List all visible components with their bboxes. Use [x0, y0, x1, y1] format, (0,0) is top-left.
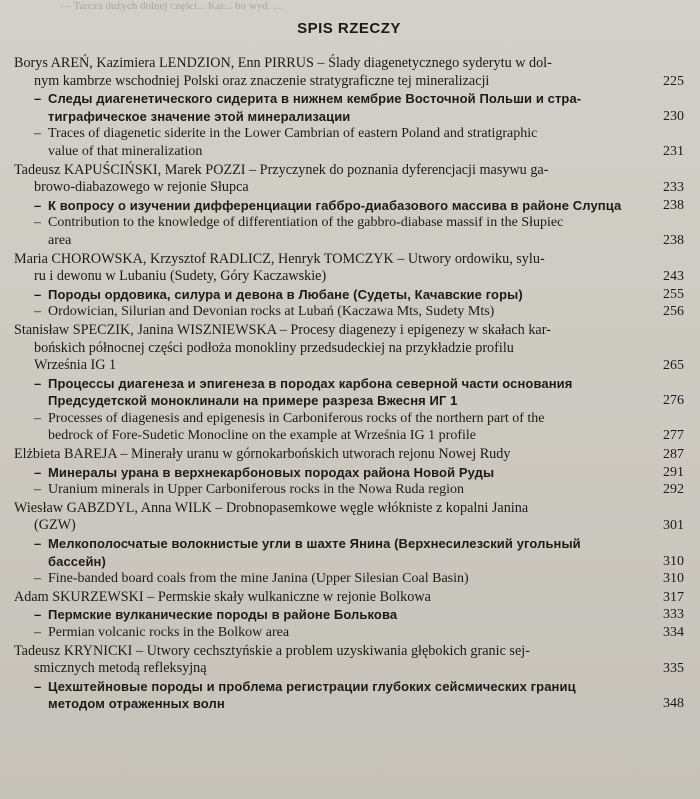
toc-entry: [14, 500, 684, 589]
ru-title-line: [14, 286, 684, 304]
dash-marker: –: [34, 410, 41, 426]
dash-marker: –: [34, 482, 41, 498]
author-title-line: [14, 73, 684, 91]
en-title-line: [14, 427, 684, 445]
en-title-text: Contribution to the knowledge of differentiation of the gabbro-diabase massif in the Słupiec: [48, 215, 564, 231]
dash-marker: –: [34, 375, 42, 391]
toc-entry: [14, 162, 684, 251]
author-title-text: Tadeusz KRYNICKI – Utwory cechsztyńskie a problem uzyskiwania głębokich granic sej-: [14, 642, 530, 659]
en-title-text: area: [48, 232, 72, 248]
author-title-line: [14, 589, 684, 607]
page-number: 265: [663, 358, 684, 374]
author-title-text: nym kambrze wschodniej Polski oraz znaczenie stratygraficzne tej mineralizacji: [34, 72, 490, 89]
dash-marker: –: [34, 91, 42, 107]
page-number: 292: [663, 482, 684, 498]
ru-title-line: [14, 606, 684, 624]
author-title-line: [14, 340, 684, 358]
page-number: 335: [663, 661, 684, 677]
en-title-text: value of that mineralization: [48, 143, 203, 159]
dash-marker: –: [34, 536, 42, 552]
page-number: 348: [663, 696, 684, 712]
dash-marker: –: [34, 678, 42, 694]
author-title-line: [14, 643, 684, 661]
ru-title-text: Следы диагенетического сидерита в нижнем кембрие Восточной Польши и стра-: [48, 91, 582, 107]
ru-title-line: [14, 695, 684, 713]
author-title-line: [14, 500, 684, 518]
en-title-text: Ordowician, Silurian and Devonian rocks at Lubań (Kaczawa Mts, Sudety Mts): [48, 304, 495, 320]
en-title-text: Fine-banded board coals from the mine Janina (Upper Silesian Coal Basin): [48, 571, 469, 587]
author-title-text: Wiesław GABZDYL, Anna WILK – Drobnopasemkowe węgle włókniste z kopalni Janina: [14, 499, 529, 516]
page-number: 230: [663, 108, 684, 124]
author-title-text: Stanisław SPECZIK, Janina WISZNIEWSKA – Procesy diagenezy i epigenezy w skałach kar-: [14, 321, 551, 338]
page-number: 233: [663, 180, 684, 196]
page-number: 231: [663, 143, 684, 159]
author-title-line: [14, 322, 684, 340]
page-number: 291: [663, 464, 684, 480]
author-title-text: Maria CHOROWSKA, Krzysztof RADLICZ, Henryk TOMCZYK – Utwory ordowiku, sylu-: [14, 250, 545, 267]
dash-marker: –: [34, 571, 41, 587]
en-title-line: [14, 125, 684, 143]
ru-title-line: [14, 678, 684, 696]
author-title-text: ru i dewonu w Lubaniu (Sudety, Góry Kaczawskie): [34, 268, 327, 285]
en-title-line: [14, 481, 684, 499]
author-title-line: [14, 179, 684, 197]
author-title-text: Września IG 1: [34, 357, 117, 374]
author-title-line: [14, 517, 684, 535]
page-number: 238: [663, 197, 684, 213]
author-title-line: [14, 251, 684, 269]
bleed-through-text: — Tarcza dużych dolnej części... Kar... bo wyd. ...: [60, 0, 282, 12]
author-title-line: [14, 446, 684, 464]
page-title: SPIS RZECZY: [297, 20, 401, 37]
toc-entry: [14, 322, 684, 446]
author-title-text: Adam SKURZEWSKI – Permskie skały wulkaniczne w rejonie Bolkowa: [14, 588, 431, 605]
author-title-text: (GZW): [34, 517, 76, 534]
author-title-line: [14, 162, 684, 180]
ru-title-line: [14, 392, 684, 410]
ru-title-text: тиграфическое значение этой минерализации: [48, 108, 351, 124]
page-number: 310: [663, 553, 684, 569]
ru-title-line: [14, 90, 684, 108]
dash-marker: –: [34, 126, 41, 142]
ru-title-line: [14, 553, 684, 571]
ru-title-line: [14, 464, 684, 482]
ru-title-line: [14, 535, 684, 553]
toc-entry: [14, 55, 684, 162]
ru-title-text: Породы ордовика, силура и девона в Любане (Судеты, Качавские горы): [48, 286, 523, 302]
ru-title-text: Цехштейновые породы и проблема регистрации глубоких сейсмических границ: [48, 678, 576, 694]
dash-marker: –: [34, 625, 41, 640]
ru-title-line: [14, 108, 684, 126]
en-title-line: [14, 624, 684, 642]
author-title-text: smicznych metodą refleksyjną: [34, 660, 207, 677]
page-number: 276: [663, 393, 684, 409]
author-title-line: [14, 660, 684, 678]
en-title-line: [14, 570, 684, 588]
en-title-text: Processes of diagenesis and epigenesis in Carboniferous rocks of the northern part of the: [48, 410, 545, 426]
page-number: 256: [663, 304, 684, 320]
en-title-text: Permian volcanic rocks in the Bolkow area: [48, 625, 290, 640]
page-number: 287: [663, 447, 684, 463]
toc-entry: [14, 251, 684, 322]
page-number: 238: [663, 232, 684, 248]
dash-marker: –: [34, 215, 41, 231]
page-number: 310: [663, 571, 684, 587]
dash-marker: –: [34, 464, 42, 480]
page-number: 301: [663, 518, 684, 534]
en-title-text: Traces of diagenetic siderite in the Lower Cambrian of eastern Poland and stratigraphic: [48, 126, 538, 142]
author-title-text: Borys AREŃ, Kazimiera LENDZION, Enn PIRRUS – Ślady diagenetycznego syderytu w dol-: [14, 55, 552, 71]
author-title-line: [14, 268, 684, 286]
page-number: 277: [663, 428, 684, 444]
ru-title-text: К вопросу о изучении дифференциации габбро-диабазового массива в районе Слупца: [48, 197, 622, 213]
dash-marker: –: [34, 607, 42, 623]
ru-title-text: Пермские вулканические породы в районе Болькова: [48, 607, 398, 623]
toc-entry: [14, 643, 684, 714]
en-title-text: bedrock of Fore-Sudetic Monocline on the example at Września IG 1 profile: [48, 428, 476, 444]
ru-title-text: методом отраженных волн: [48, 696, 225, 712]
ru-title-text: Минералы урана в верхнекарбоновых породах района Новой Руды: [48, 464, 495, 480]
author-title-line: [14, 55, 684, 73]
en-title-text: Uranium minerals in Upper Carboniferous rocks in the Nowa Ruda region: [48, 482, 465, 498]
en-title-line: [14, 303, 684, 321]
ru-title-text: Предсудетской моноклинали на примере разреза Вжесня ИГ 1: [48, 393, 458, 409]
author-title-line: [14, 357, 684, 375]
en-title-line: [14, 214, 684, 232]
page-number: 317: [663, 589, 684, 605]
en-title-line: [14, 232, 684, 250]
page-number: 255: [663, 286, 684, 302]
author-title-text: bońskich północnej części podłoża monokliny przedsudeckiej na przykładzie profilu: [34, 339, 514, 356]
page-number: 333: [663, 607, 684, 623]
toc-entry: [14, 446, 684, 500]
dash-marker: –: [34, 304, 41, 320]
ru-title-text: бассейн): [48, 553, 106, 569]
dash-marker: –: [34, 286, 42, 302]
dash-marker: –: [34, 197, 42, 213]
author-title-text: Elżbieta BAREJA – Minerały uranu w górnokarbońskich utworach rejonu Nowej Rudy: [14, 446, 511, 463]
ru-title-text: Мелкополосчатые волокнистые угли в шахте Янина (Верхнесилезский угольный: [48, 536, 581, 552]
page-number: 225: [663, 73, 684, 89]
ru-title-line: [14, 197, 684, 215]
table-of-contents: [14, 55, 684, 714]
ru-title-line: [14, 375, 684, 393]
page-number: 334: [663, 625, 684, 640]
author-title-text: browo-diabazowego w rejonie Słupca: [34, 179, 249, 196]
toc-entry: [14, 589, 684, 643]
author-title-text: Tadeusz KAPUŚCIŃSKI, Marek POZZI – Przyczynek do poznania dyferencjacji masywu ga-: [14, 161, 549, 178]
page-number: 243: [663, 269, 684, 285]
en-title-line: [14, 410, 684, 428]
ru-title-text: Процессы диагенеза и эпигенеза в породах карбона северной части основания: [48, 375, 573, 391]
en-title-line: [14, 143, 684, 161]
